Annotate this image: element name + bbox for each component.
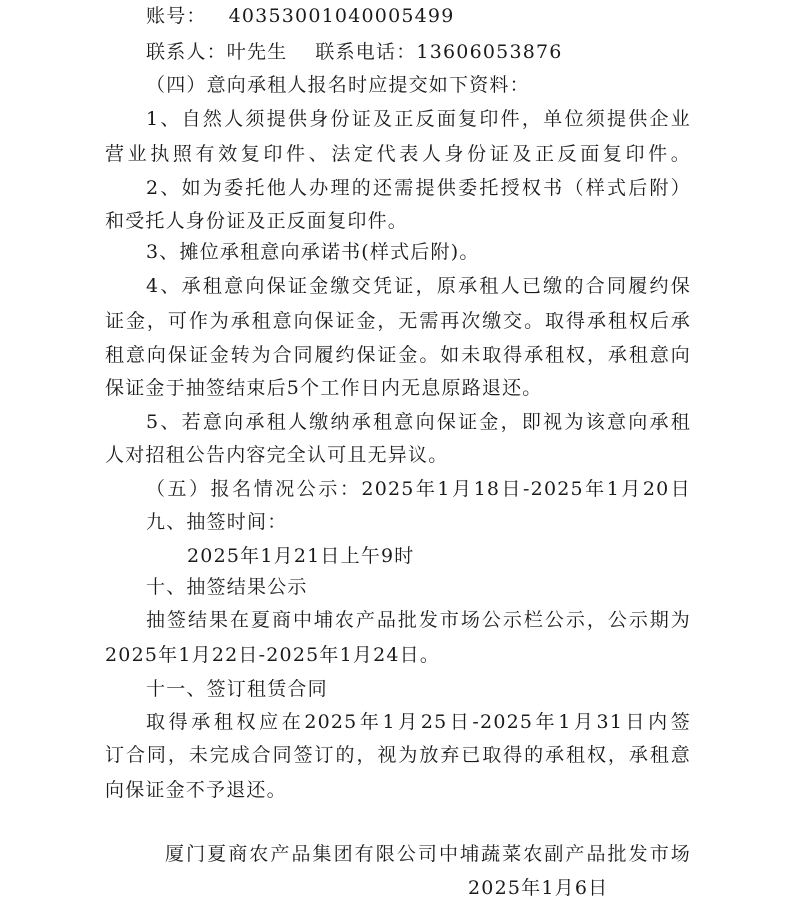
section-4-item-4-line-2: 证金，可作为承租意向保证金，无需再次缴交。取得承租权后承	[105, 310, 691, 332]
issuer-organization: 厦门夏商农产品集团有限公司中埔蔬菜农副产品批发市场	[165, 843, 691, 865]
account-number: 40353001040005499	[228, 5, 455, 27]
section-9-content: 2025年1月21日上午9时	[187, 545, 415, 567]
section-4-heading: （四）意向承租人报名时应提交如下资料：	[146, 74, 530, 96]
section-10-content-line-1: 抽签结果在夏商中埔农产品批发市场公示栏公示，公示期为	[146, 609, 691, 631]
section-4-item-1-line-2: 营业执照有效复印件、法定代表人身份证及正反面复印件。	[105, 143, 691, 165]
section-11-content-line-3: 向保证金不予退还。	[105, 779, 287, 801]
contact-phone-number: 13606053876	[416, 41, 563, 63]
section-11-content-line-2: 订合同，未完成合同签订的，视为放弃已取得的承租权，承租意	[105, 744, 691, 766]
section-9-heading: 九、抽签时间：	[146, 511, 288, 533]
section-5-heading: （五）报名情况公示：2025年1月18日-2025年1月20日	[146, 478, 691, 500]
contact-line	[146, 39, 563, 65]
section-4-item-5-line-2: 人对招租公告内容完全认可且无异议。	[105, 444, 449, 466]
account-line	[146, 3, 455, 29]
section-4-item-2-line-2: 和受托人身份证及正反面复印件。	[105, 210, 409, 232]
section-10-content-line-2: 2025年1月22日-2025年1月24日。	[105, 644, 441, 666]
section-4-item-4-line-4: 保证金于抽签结束后5个工作日内无息原路退还。	[105, 377, 543, 399]
section-4-item-4-line-1: 4、承租意向保证金缴交凭证，原承租人已缴的合同履约保	[146, 275, 691, 297]
section-4-item-4-line-3: 租意向保证金转为合同履约保证金。如未取得承租权，承租意向	[105, 344, 691, 366]
contact-person: 联系人：叶先生	[146, 41, 288, 63]
section-11-heading: 十一、签订租赁合同	[146, 678, 328, 700]
section-4-item-2-line-1: 2、如为委托他人办理的还需提供委托授权书（样式后附）	[146, 177, 691, 199]
account-label: 账号：	[146, 5, 207, 27]
section-10-heading: 十、抽签结果公示	[146, 576, 308, 598]
section-11-content-line-1: 取得承租权应在2025年1月25日-2025年1月31日内签	[146, 711, 691, 733]
section-4-item-1-line-1: 1、自然人须提供身份证及正反面复印件，单位须提供企业	[146, 108, 691, 130]
issue-date: 2025年1月6日	[468, 877, 609, 899]
section-4-item-3: 3、摊位承租意向承诺书(样式后附)。	[146, 241, 480, 263]
section-4-item-5-line-1: 5、若意向承租人缴纳承租意向保证金，即视为该意向承租	[146, 411, 691, 433]
contact-phone-label: 联系电话：	[315, 41, 417, 63]
